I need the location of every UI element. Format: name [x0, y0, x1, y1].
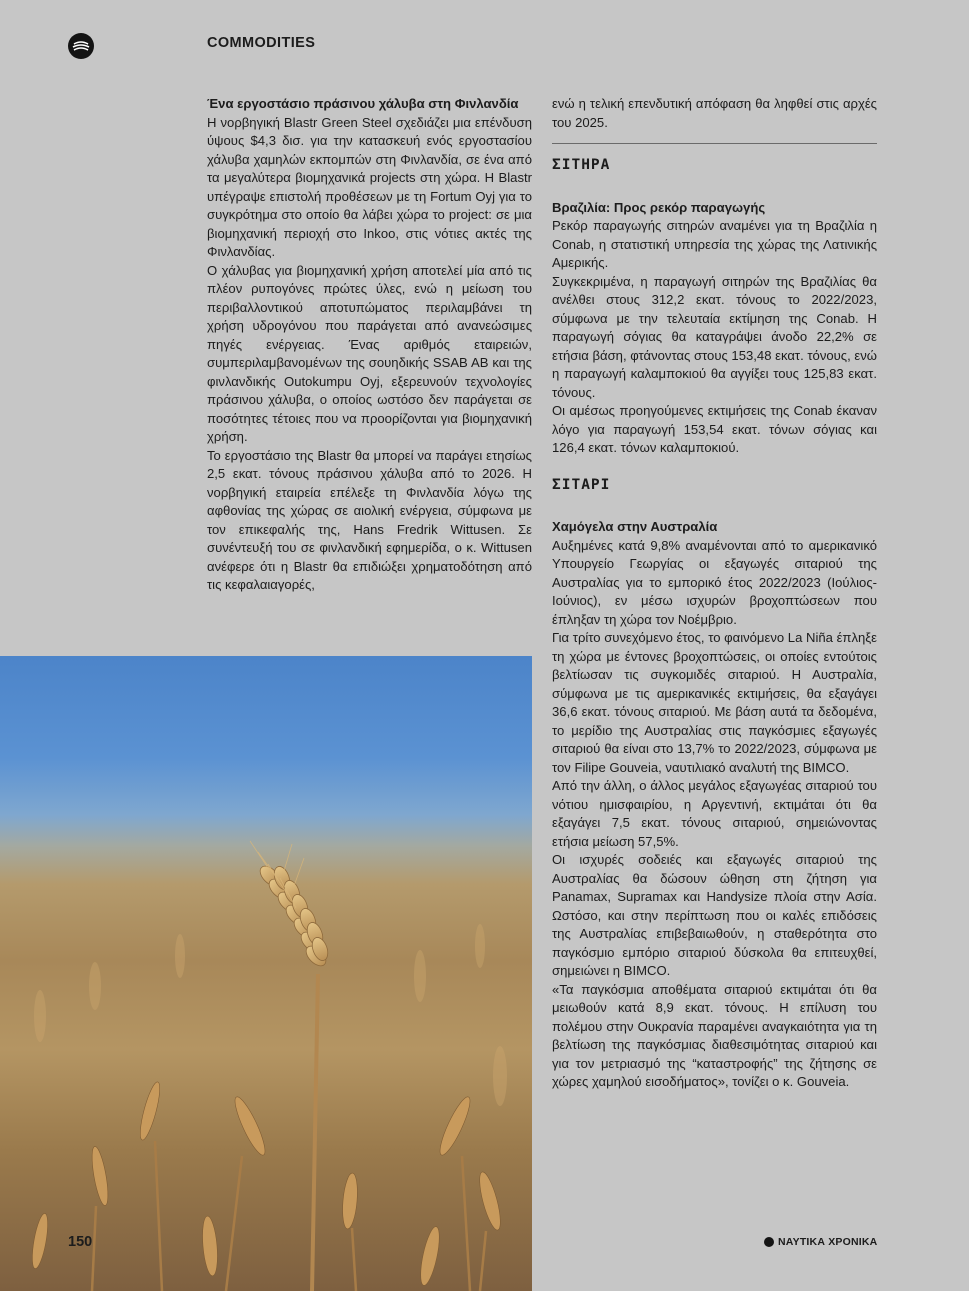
page-number: 150 [68, 1234, 93, 1250]
brand-logo-icon [764, 1237, 774, 1247]
section-heading-wheat: ΣΙΤΑΡΙ [552, 476, 611, 493]
footer-brand [764, 1236, 877, 1248]
paragraph: Η νορβηγική Blastr Green Steel σχεδιάζει μια επένδυση ύψους $4,3 δισ. για την κατασκευή ενός εργοστασίου χάλυβα χαμηλών εκπομπών στη Φινλανδία, σε ένα από τα μεγαλύτερα βιομηχανικά projects στη χώρα. Η Blastr υπέγραψε επιστολή προθέσεων με τη Fortum Oyj για το συγκρότημα στο οποίο θα λάβει χώρα το project: σε μια βιομηχανική περιοχή στο Inkoo, στις νότιες ακτές της Φινλανδίας. [207, 114, 532, 259]
magazine-logo-icon [68, 33, 94, 59]
article-subheading: Χαμόγελα στην Αυστραλία [552, 519, 718, 534]
paragraph: Συγκεκριμένα, η παραγωγή σιτηρών της Βραζιλίας θα ανέλθει στους 312,2 εκατ. τόνους το 2022/2023, σύμφωνα με την τελευταία εκτίμηση της Conab. Η παραγωγή σόγιας θα καταγράψει άνοδο 22,2% σε ετήσια βάση, φτάνοντας στους 153,48 εκατ. τόνους, ενώ η παραγωγή καλαμποκιού θα αγγίξει τους 125,83 εκατ. τόνους. [552, 273, 877, 400]
paragraph: Οι ισχυρές σοδειές και εξαγωγές σιταριού της Αυστραλίας θα δώσουν ώθηση στη ζήτηση για Panamax, Supramax και Handysize πλοία στην Ασία. Ωστόσο, και στην περίπτωση που οι καλές επιδόσεις της Αυστραλίας επιβεβαιωθούν, η σταθερότητα στο παγκόσμιο εμπόριο σιταριού δύσκολα θα επιτευχθεί, σημειώνει η BIMCO. [552, 852, 877, 978]
paragraph: Το εργοστάσιο της Blastr θα μπορεί να παράγει ετησίως 2,5 εκατ. τόνους πράσινου χάλυβα από το 2026. Η νορβηγική εταιρεία επέλεξε τη Φινλανδία λόγω της αφθονίας της χώρας σε αιολική ενέργεια, σύμφωνα με τον επικεφαλής της, Hans Fredrik Wittusen. Σε συνέντευξή του σε φινλανδική εφημερίδα, ο κ. Wittusen ανέφερε ότι η Blastr θα επιδιώξει χρηματοδότηση από τις κεφαλαιαγορές, [207, 447, 532, 592]
wheat-field-photo [0, 656, 532, 1291]
article-subheading: Βραζιλία: Προς ρεκόρ παραγωγής [552, 199, 766, 215]
article-subheading: Ένα εργοστάσιο πράσινου χάλυβα στη Φινλανδία [207, 96, 519, 111]
paragraph: ενώ η τελική επενδυτική απόφαση θα ληφθεί στις αρχές του 2025. [552, 96, 877, 130]
paragraph: Οι αμέσως προηγούμενες εκτιμήσεις της Conab έκαναν λόγο για παραγωγή 153,54 εκατ. τόνων σόγιας και 126,4 εκατ. τόνων καλαμποκιού. [552, 403, 877, 455]
wheat-ear-main [250, 841, 331, 1291]
divider [552, 143, 877, 144]
paragraph: Για τρίτο συνεχόμενο έτος, το φαινόμενο La Niña έπληξε τη χώρα με έντονες βροχοπτώσεις, οι οποίες εντούτοις βελτίωσαν τις συγκομιδές σιταριού. Η Αυστραλία, σύμφωνα με τις αμερικανικές εκτιμήσεις, θα εξαγάγει 36,6 εκατ. τόνους σιταριού. Με βάση αυτά τα δεδομένα, το μερίδιο της Αυστραλίας στις παγκόσμιες εξαγωγές σιταριού θα είναι στο 13,7% το 2022/2023, σύμφωνα με τον Filipe Gouveia, ναυτιλιακό αναλυτή της BIMCO. [552, 630, 877, 775]
paragraph: Αυξημένες κατά 9,8% αναμένονται από το αμερικανικό Υπουργείο Γεωργίας οι εξαγωγές σιταριού της Αυστραλίας για το εμπορικό έτος 2022/2023 (Ιούλιος-Ιούνιος), εν μέσω ισχυρών βροχοπτώσεων που έπληξαν τη χώρα τον Νοέμβριο. [552, 537, 877, 627]
brand-name: ΝΑΥΤΙΚΑ ΧΡΟΝΙΚΑ [778, 1236, 878, 1248]
right-column [552, 95, 877, 1092]
paragraph: «Τα παγκόσμια αποθέματα σιταριού εκτιμάται ότι θα μειωθούν κατά 8,9 εκατ. τόνους. Η επίλυση του πολέμου στην Ουκρανία παραμένει αναγκαιότητα για τη βελτίωση της παγκόσμιας διαθεσιμότητας σιταριού και για τον μετριασμό της “καταστροφής” της ζήτησης σε χώρες χαμηλού εισοδήματος», τονίζει ο κ. Gouveia. [552, 981, 877, 1089]
left-column [207, 95, 532, 595]
paragraph: Από την άλλη, ο άλλος μεγάλος εξαγωγέας σιταριού του νότιου ημισφαιρίου, η Αργεντινή, εκτιμάται ότι θα εξαγάγει 7,5 εκατ. τόνους σιταριού, σημειώνοντας ετήσια μείωση 57,5%. [552, 778, 877, 849]
paragraph: Ο χάλυβας για βιομηχανική χρήση αποτελεί μία από τις πλέον ρυπογόνες πρώτες ύλες, ενώ η μείωση του περιβαλλοντικού αποτυπώματος περιλαμβάνει τη χρήση υδρογόνου που παράγεται από ανανεώσιμες πηγές ενέργειας. Ένας αριθμός εταιρειών, συμπεριλαμβανομένων της σουηδικής SSAB AB και της φινλανδικής Outokumpu Oyj, εξερευνούν τεχνολογίες πράσινου χάλυβα, ο οποίος ωστόσο δεν παράγεται σε ποσότητες τέτοιες που να προορίζονται για βιομηχανική χρήση. [207, 262, 532, 444]
section-label: COMMODITIES [207, 35, 316, 51]
section-heading-grains: ΣΙΤΗΡΑ [552, 157, 611, 173]
paragraph: Ρεκόρ παραγωγής σιτηρών αναμένει για τη Βραζιλία η Conab, η στατιστική υπηρεσία της χώρας της Λατινικής Αμερικής. [552, 218, 877, 270]
